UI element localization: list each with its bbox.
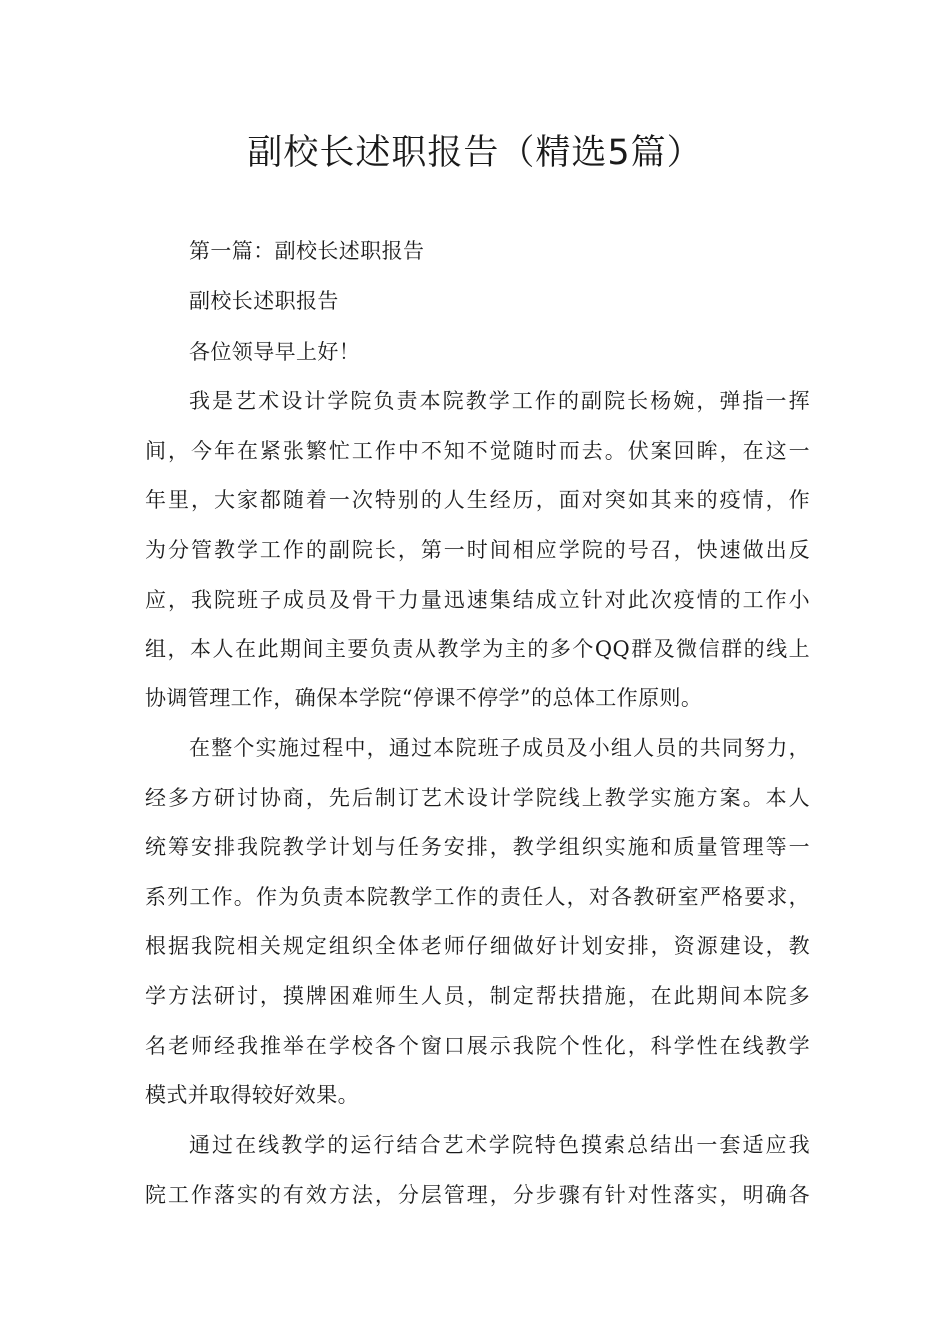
paragraph-2-line-5: 根据我院相关规定组织全体老师仔细做好计划安排，资源建设，教: [145, 934, 810, 958]
paragraph-3-line-1: 通过在线教学的运行结合艺术学院特色摸索总结出一套适应我: [189, 1133, 810, 1157]
paragraph-1-line-1: 我是艺术设计学院负责本院教学工作的副院长杨婉，弹指一挥: [189, 389, 810, 413]
paragraph-2-line-8: 模式并取得较好效果。: [145, 1083, 359, 1107]
paragraph-2-line-6: 学方法研讨，摸牌困难师生人员，制定帮扶措施，在此期间本院多: [145, 984, 810, 1008]
section-heading: 第一篇：副校长述职报告: [189, 239, 425, 263]
paragraph-1-line-2: 间，今年在紧张繁忙工作中不知不觉随时而去。伏案回眸，在这一: [145, 439, 810, 463]
paragraph-2-line-2: 经多方研讨协商，先后制订艺术设计学院线上教学实施方案。本人: [145, 786, 810, 810]
report-subtitle: 副校长述职报告: [189, 289, 339, 313]
paragraph-2-line-1: 在整个实施过程中，通过本院班子成员及小组人员的共同努力，: [189, 736, 810, 760]
paragraph-1-line-5: 应，我院班子成员及骨干力量迅速集结成立针对此次疫情的工作小: [145, 588, 810, 612]
paragraph-1-line-7: 协调管理工作，确保本学院“停课不停学”的总体工作原则。: [145, 686, 703, 710]
document-title: 副校长述职报告（精选5篇）: [247, 133, 703, 173]
paragraph-3-line-2: 院工作落实的有效方法，分层管理，分步骤有针对性落实，明确各: [145, 1183, 810, 1207]
paragraph-2-line-3: 统筹安排我院教学计划与任务安排，教学组织实施和质量管理等一: [145, 835, 810, 859]
paragraph-2-line-7: 名老师经我推举在学校各个窗口展示我院个性化，科学性在线教学: [145, 1034, 810, 1058]
greeting-line: 各位领导早上好！: [189, 340, 361, 364]
paragraph-2-line-4: 系列工作。作为负责本院教学工作的责任人，对各教研室严格要求，: [145, 885, 810, 909]
paragraph-1-line-6: 组，本人在此期间主要负责从教学为主的多个QQ群及微信群的线上: [145, 637, 810, 661]
paragraph-1-line-4: 为分管教学工作的副院长，第一时间相应学院的号召，快速做出反: [145, 538, 810, 562]
paragraph-1-line-3: 年里，大家都随着一次特别的人生经历，面对突如其来的疫情，作: [145, 488, 810, 512]
